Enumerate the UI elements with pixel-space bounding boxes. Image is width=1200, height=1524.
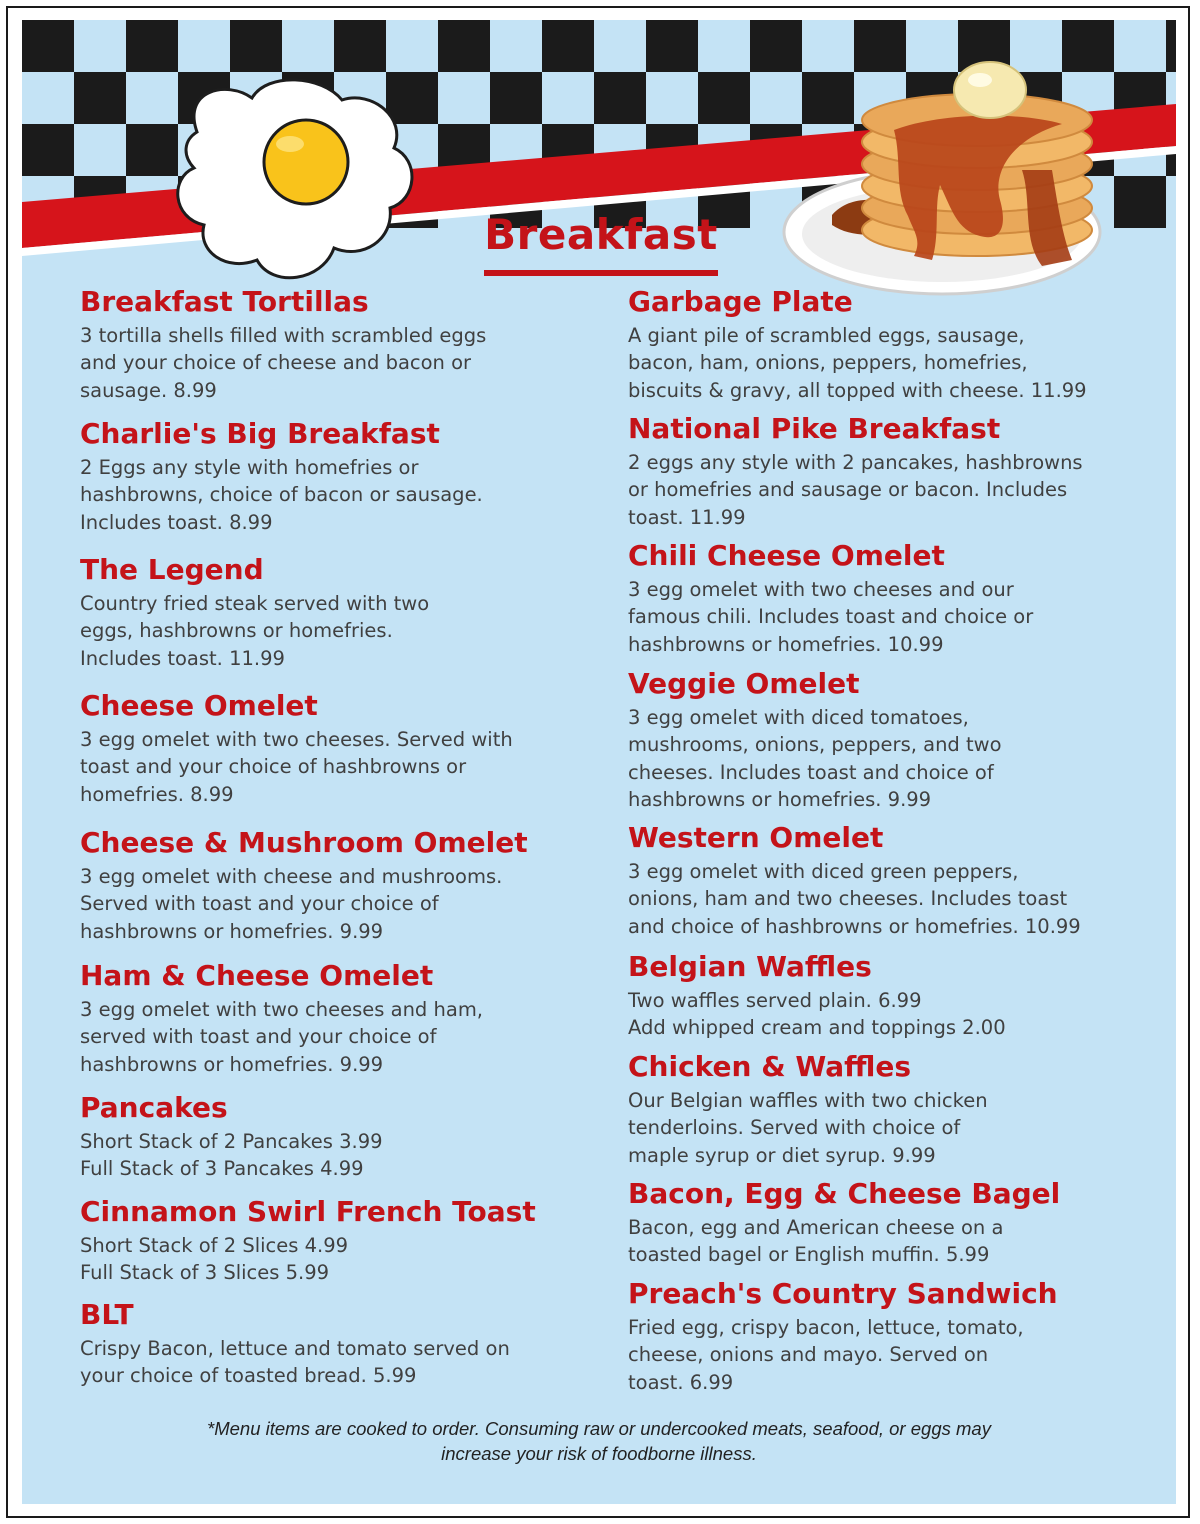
menu-item-name: Pancakes <box>80 1091 228 1124</box>
menu-item-name: Cheese & Mushroom Omelet <box>80 826 528 859</box>
title-underline <box>484 270 718 276</box>
menu-item-name: Belgian Waffles <box>628 950 872 983</box>
menu-item-description: 3 tortilla shells filled with scrambled eggs and your choice of cheese and bacon or sausage. 8.99 <box>80 324 487 402</box>
menu-item-name: National Pike Breakfast <box>628 412 1001 445</box>
menu-item-name: Veggie Omelet <box>628 667 860 700</box>
menu-item <box>628 286 1087 404</box>
menu-item-name: Chili Cheese Omelet <box>628 539 945 572</box>
header-artwork <box>22 20 1176 310</box>
menu-item-name: Chicken & Waffles <box>628 1050 912 1083</box>
menu-item <box>80 286 486 404</box>
menu-item-description: Country fried steak served with two eggs, hashbrowns or homefries. Includes toast. 11.99 <box>80 592 430 670</box>
menu-item <box>80 1196 536 1287</box>
menu-item <box>628 951 1006 1042</box>
menu-title: Breakfast <box>484 210 718 259</box>
menu-item-description: 2 eggs any style with 2 pancakes, hashbrowns or homefries and sausage or bacon. Includes toast. 11.99 <box>628 451 1083 529</box>
menu-item <box>80 690 513 808</box>
menu-item <box>628 1278 1058 1396</box>
menu-item-name: Cinnamon Swirl French Toast <box>80 1195 536 1228</box>
menu-item <box>628 822 1081 940</box>
menu-item <box>80 960 483 1078</box>
menu-item-name: Breakfast Tortillas <box>80 285 369 318</box>
menu-item <box>628 540 1033 658</box>
menu-item-name: BLT <box>80 1298 134 1331</box>
menu-item-description: Crispy Bacon, lettuce and tomato served on your choice of toasted bread. 5.99 <box>80 1337 510 1388</box>
menu-item-name: Cheese Omelet <box>80 689 318 722</box>
menu-item-description: 3 egg omelet with two cheeses and ham, served with toast and your choice of hashbrowns or homefries. 9.99 <box>80 998 484 1076</box>
food-safety-disclaimer: *Menu items are cooked to order. Consuming raw or undercooked meats, seafood, or eggs may increase your risk of foodborne illness. <box>207 1418 991 1464</box>
menu-item <box>80 827 528 945</box>
menu-item-name: The Legend <box>80 553 264 586</box>
menu-item <box>628 413 1083 531</box>
menu-item-name: Charlie's Big Breakfast <box>80 417 440 450</box>
menu-item-description: Short Stack of 2 Pancakes 3.99 Full Stack of 3 Pancakes 4.99 <box>80 1130 383 1181</box>
menu-item <box>80 1299 510 1390</box>
menu-item-description: 3 egg omelet with cheese and mushrooms. Served with toast and your choice of hashbrowns or homefries. 9.99 <box>80 865 503 943</box>
menu-item-description: Our Belgian waffles with two chicken tenderloins. Served with choice of maple syrup or diet syrup. 9.99 <box>628 1089 988 1167</box>
menu-item-name: Western Omelet <box>628 821 884 854</box>
menu-item-description: 3 egg omelet with two cheeses and our famous chili. Includes toast and choice or hashbrowns or homefries. 10.99 <box>628 578 1034 656</box>
menu-item <box>80 554 429 672</box>
menu-page <box>22 20 1176 1504</box>
fried-egg-icon <box>178 80 412 278</box>
menu-item-description: Short Stack of 2 Slices 4.99 Full Stack of 3 Slices 5.99 <box>80 1234 349 1285</box>
menu-item <box>80 1092 383 1183</box>
menu-item <box>628 1178 1060 1269</box>
menu-item-name: Ham & Cheese Omelet <box>80 959 434 992</box>
menu-item <box>80 418 483 536</box>
menu-item-description: Bacon, egg and American cheese on a toasted bagel or English muffin. 5.99 <box>628 1216 1004 1267</box>
menu-item <box>628 668 1002 813</box>
menu-item-name: Preach's Country Sandwich <box>628 1277 1058 1310</box>
menu-item-description: 2 Eggs any style with homefries or hashbrowns, choice of bacon or sausage. Includes toast. 8.99 <box>80 456 483 534</box>
menu-item <box>628 1051 988 1169</box>
menu-item-description: Two waffles served plain. 6.99 Add whipped cream and toppings 2.00 <box>628 989 1006 1040</box>
menu-item-description: 3 egg omelet with diced green peppers, onions, ham and two cheeses. Includes toast and choice of hashbrowns or homefries. 10.99 <box>628 860 1081 938</box>
menu-item-name: Bacon, Egg & Cheese Bagel <box>628 1177 1061 1210</box>
menu-item-description: 3 egg omelet with diced tomatoes, mushrooms, onions, peppers, and two cheeses. Includes toast and choice of hashbrowns or homefries. 9.99 <box>628 706 1002 811</box>
menu-item-description: Fried egg, crispy bacon, lettuce, tomato, cheese, onions and mayo. Served on toast. 6.99 <box>628 1316 1024 1394</box>
menu-item-name: Garbage Plate <box>628 285 853 318</box>
menu-item-description: A giant pile of scrambled eggs, sausage, bacon, ham, onions, peppers, homefries, biscuits & gravy, all topped with cheese. 11.99 <box>628 324 1087 402</box>
menu-item-description: 3 egg omelet with two cheeses. Served with toast and your choice of hashbrowns or homefries. 8.99 <box>80 728 513 806</box>
